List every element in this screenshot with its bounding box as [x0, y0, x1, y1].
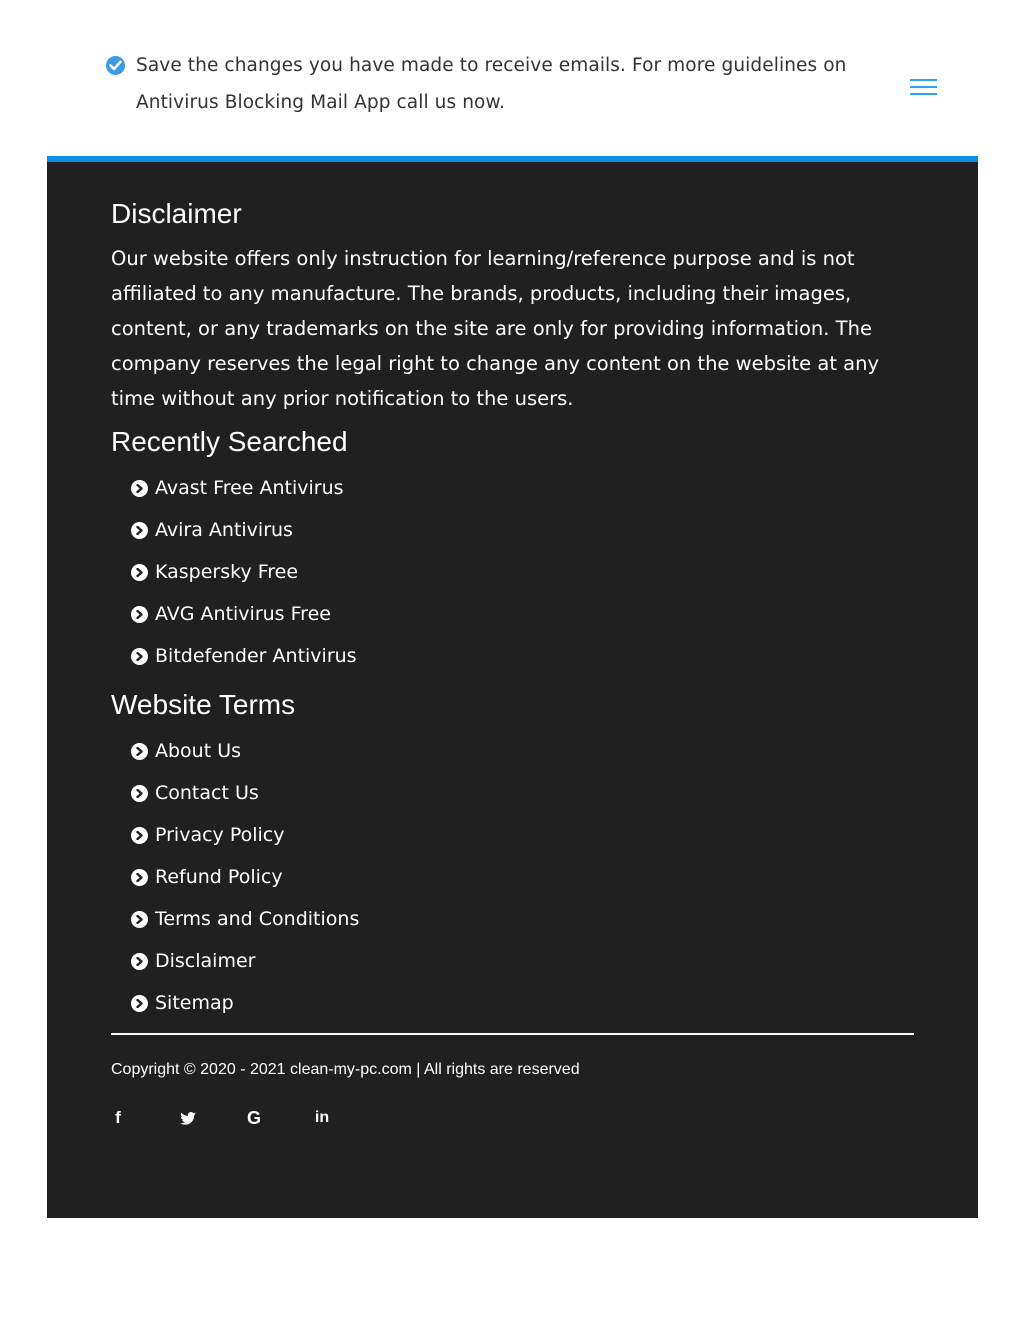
top-note — [106, 52, 926, 121]
terms-link-refund-policy[interactable] — [131, 856, 359, 898]
link-label: Privacy Policy — [155, 824, 285, 846]
facebook-icon[interactable]: f — [115, 1108, 121, 1127]
terms-link-privacy-policy[interactable] — [131, 814, 359, 856]
chevron-circle-right-icon — [131, 995, 148, 1012]
hamburger-menu-icon[interactable] — [910, 79, 937, 97]
website-terms-list — [131, 730, 359, 1024]
recent-search-link-avira[interactable] — [131, 509, 357, 551]
twitter-icon[interactable] — [179, 1107, 197, 1129]
disclaimer-text: Our website offers only instruction for learning/reference purpose and is not affiliated to any manufacture. The brands, products, including their images, content, or any trademarks on the site are only for providing information. The company reserves the legal right to change any content on the website at any time without any prior notification to the users. — [111, 247, 880, 410]
copyright-text: Copyright © 2020 - 2021 clean-my-pc.com | All rights are reserved — [111, 1061, 580, 1078]
recent-search-link-avast[interactable] — [131, 467, 357, 509]
link-label: Avast Free Antivirus — [155, 477, 344, 499]
recent-search-link-bitdefender[interactable] — [131, 635, 357, 677]
chevron-circle-right-icon — [131, 743, 148, 760]
chevron-circle-right-icon — [131, 869, 148, 886]
terms-link-about-us[interactable] — [131, 730, 359, 772]
chevron-circle-right-icon — [131, 953, 148, 970]
link-label: Bitdefender Antivirus — [155, 645, 357, 667]
check-circle-icon — [106, 56, 125, 75]
link-label: Kaspersky Free — [155, 561, 299, 583]
top-note-text: Save the changes you have made to receive emails. For more guidelines on Antivirus Blocking Mail App call us now. — [136, 55, 847, 113]
recent-search-link-kaspersky[interactable] — [131, 551, 357, 593]
link-label: Terms and Conditions — [155, 908, 360, 930]
chevron-circle-right-icon — [131, 606, 148, 623]
terms-link-sitemap[interactable] — [131, 982, 359, 1024]
link-label: Refund Policy — [155, 866, 283, 888]
link-label: Sitemap — [155, 992, 234, 1014]
chevron-circle-right-icon — [131, 648, 148, 665]
recently-searched-heading: Recently Searched — [111, 426, 348, 457]
chevron-circle-right-icon — [131, 827, 148, 844]
recent-search-link-avg[interactable] — [131, 593, 357, 635]
link-label: About Us — [155, 740, 242, 762]
site-footer — [47, 156, 978, 1218]
google-icon[interactable]: G — [246, 1107, 261, 1128]
chevron-circle-right-icon — [131, 564, 148, 581]
link-label: Disclaimer — [155, 950, 256, 972]
disclaimer-heading: Disclaimer — [111, 198, 242, 229]
link-label: Contact Us — [155, 782, 259, 804]
website-terms-heading: Website Terms — [111, 689, 296, 720]
terms-link-contact-us[interactable] — [131, 772, 359, 814]
chevron-circle-right-icon — [131, 785, 148, 802]
chevron-circle-right-icon — [131, 522, 148, 539]
link-label: AVG Antivirus Free — [155, 603, 331, 625]
linkedin-icon[interactable]: in — [314, 1109, 330, 1126]
terms-link-disclaimer[interactable] — [131, 940, 359, 982]
terms-link-terms-and-conditions[interactable] — [131, 898, 359, 940]
chevron-circle-right-icon — [131, 911, 148, 928]
footer-divider — [111, 1033, 914, 1035]
chevron-circle-right-icon — [131, 480, 148, 497]
link-label: Avira Antivirus — [155, 519, 293, 541]
recently-searched-list — [131, 467, 357, 677]
